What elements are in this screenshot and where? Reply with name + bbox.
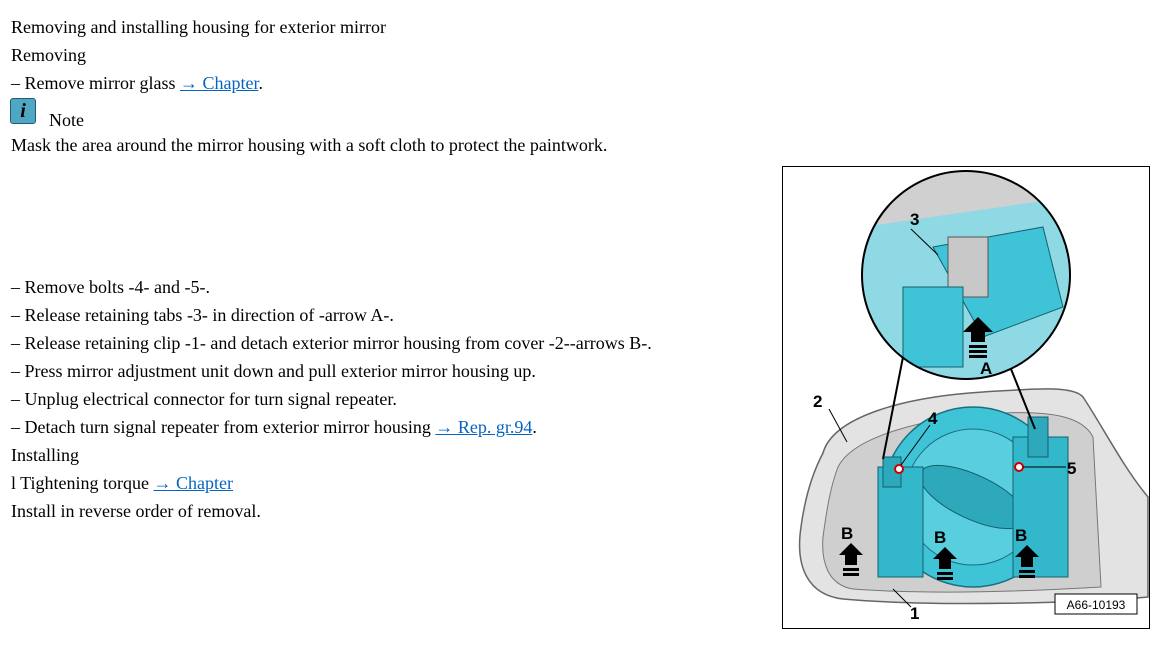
figure-code: A66-10193	[1066, 598, 1126, 612]
removing-heading: Removing	[11, 45, 86, 65]
label-2: 2	[813, 392, 823, 411]
step-text: – Remove mirror glass	[11, 73, 180, 93]
step-remove-bolts: – Remove bolts -4- and -5-.	[11, 277, 210, 297]
step-detach-repeater	[11, 416, 537, 438]
info-icon: i	[10, 98, 36, 124]
note-text: Mask the area around the mirror housing with a soft cloth to protect the paintwork.	[11, 135, 608, 155]
step-text: – Detach turn signal repeater from exterior mirror housing	[11, 417, 436, 437]
label-b-1: B	[841, 524, 854, 543]
label-b-3: B	[1015, 526, 1028, 545]
note-label: Note	[49, 110, 84, 130]
page-title: Removing and installing housing for exterior mirror	[11, 17, 386, 37]
label-3: 3	[910, 210, 920, 229]
torque-line	[11, 472, 233, 494]
label-b-2: B	[934, 528, 947, 547]
bolt-5	[1015, 463, 1023, 471]
torque-chapter-link[interactable]: → Chapter	[153, 473, 233, 493]
rep-gr-link[interactable]: → Rep. gr.94	[435, 417, 533, 437]
step-remove-glass	[11, 72, 263, 94]
label-4: 4	[928, 409, 938, 428]
install-text: Install in reverse order of removal.	[11, 501, 261, 521]
step-suffix: .	[532, 417, 537, 437]
step-release-tabs: – Release retaining tabs -3- in direction of -arrow A-.	[11, 305, 394, 325]
step-press-unit: – Press mirror adjustment unit down and pull exterior mirror housing up.	[11, 361, 536, 381]
step-unplug: – Unplug electrical connector for turn signal repeater.	[11, 389, 397, 409]
label-5: 5	[1067, 459, 1077, 478]
step-release-clip: – Release retaining clip -1- and detach exterior mirror housing from cover -2--arrows B-.	[11, 333, 652, 353]
installing-heading: Installing	[11, 445, 79, 465]
mirror-diagram	[782, 166, 1150, 629]
chapter-link[interactable]: → Chapter	[179, 73, 259, 93]
label-1: 1	[910, 604, 920, 623]
label-a: A	[980, 359, 993, 378]
bolt-4	[895, 465, 903, 473]
torque-text: l Tightening torque	[11, 473, 154, 493]
step-suffix: .	[258, 73, 263, 93]
